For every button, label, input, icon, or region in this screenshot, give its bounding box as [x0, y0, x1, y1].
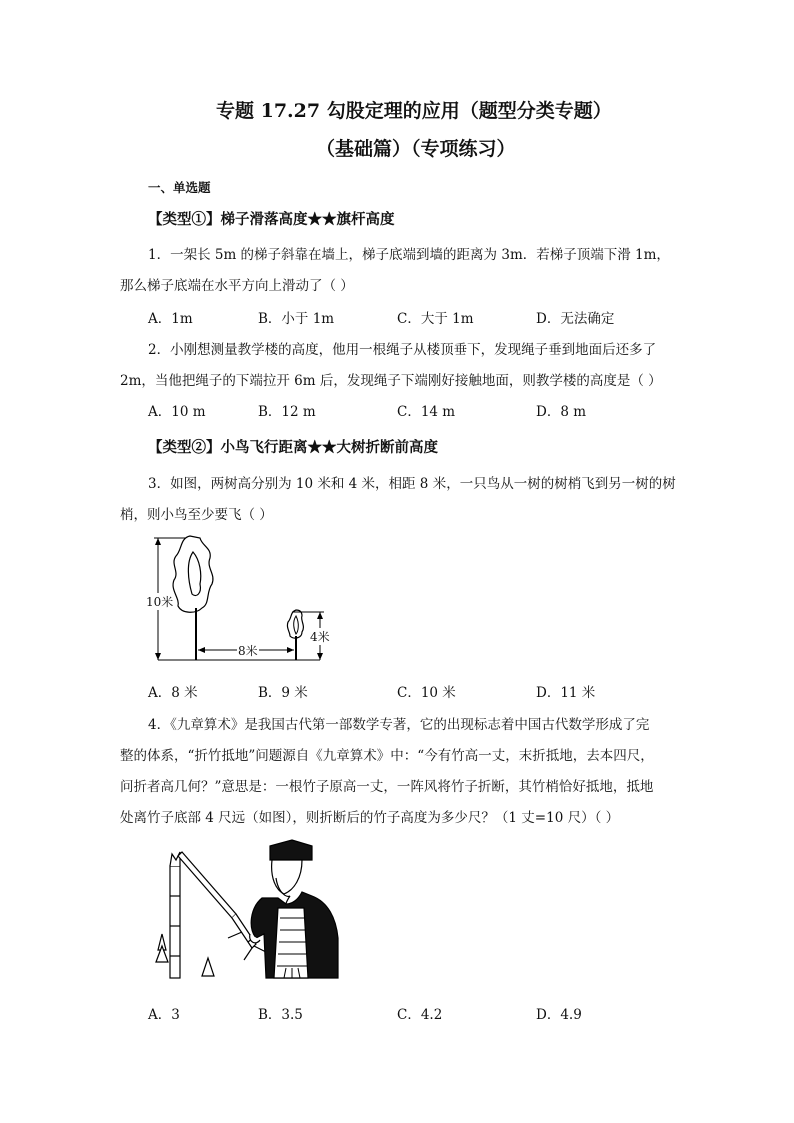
q3-text-line1: 3．如图，两树高分别为 10 米和 4 米，相距 8 米，一只鸟从一树的树梢飞到另一树的树 [148, 476, 676, 492]
section-heading: 一、单选题 [148, 180, 211, 195]
q4-option-a[interactable]: A．3 [148, 1007, 180, 1023]
q1-option-d[interactable]: D．无法确定 [536, 311, 615, 327]
tall-tree-icon [173, 536, 213, 660]
scholar-icon [250, 840, 338, 978]
q4-text-line3: 问折者高几何？”意思是：一根竹子原高一丈，一阵风将竹子折断，其竹梢恰好抵地，抵地 [120, 779, 654, 795]
short-tree-label: 4米 [310, 630, 330, 644]
page-subtitle: （基础篇）（专项练习） [316, 138, 516, 160]
tall-tree-label: 10米 [146, 595, 174, 609]
q2-option-a[interactable]: A．10 m [148, 404, 206, 420]
q1-text-line1: 1．一架长 5m 的梯子斜靠在墙上，梯子底端到墙的距离为 3m．若梯子顶端下滑 1m， [148, 247, 670, 263]
q4-bamboo-figure [152, 838, 342, 988]
q4-option-c[interactable]: C．4.2 [397, 1007, 443, 1023]
q1-option-a[interactable]: A．1m [148, 311, 193, 327]
q4-text-line2: 整的体系，“折竹抵地”问题源自《九章算术》中：“今有竹高一丈，末折抵地，去本四尺， [120, 748, 654, 764]
page-title: 专题 17.27 勾股定理的应用（题型分类专题） [216, 100, 612, 122]
q4-text-line4: 处离竹子底部 4 尺远（如图），则折断后的竹子高度为多少尺？（1 丈=10 尺）（ ） [120, 810, 620, 826]
q4-option-b[interactable]: B．3.5 [258, 1007, 303, 1023]
q3-option-c[interactable]: C．10 米 [397, 685, 456, 701]
q4-option-d[interactable]: D．4.9 [536, 1007, 582, 1023]
type1-header: 【类型①】梯子滑落高度★★旗杆高度 [148, 211, 395, 228]
q3-option-a[interactable]: A．8 米 [148, 685, 198, 701]
q1-text-line2: 那么梯子底端在水平方向上滑动了（ ） [120, 278, 354, 294]
q3-option-d[interactable]: D．11 米 [536, 685, 596, 701]
q2-option-d[interactable]: D．8 m [536, 404, 587, 420]
q1-option-b[interactable]: B．小于 1m [258, 311, 335, 327]
type2-header: 【类型②】小鸟飞行距离★★大树折断前高度 [148, 439, 438, 456]
short-tree-icon [287, 610, 303, 660]
q2-text-line2: 2m，当他把绳子的下端拉开 6m 后，发现绳子下端刚好接触地面，则教学楼的高度是（ ） [120, 373, 662, 389]
q3-option-b[interactable]: B．9 米 [258, 685, 308, 701]
q2-option-b[interactable]: B．12 m [258, 404, 316, 420]
q1-option-c[interactable]: C．大于 1m [397, 311, 474, 327]
q4-text-line1: 4．《九章算术》是我国古代第一部数学专著，它的出现标志着中国古代数学形成了完 [148, 717, 650, 733]
q2-text-line1: 2．小刚想测量教学楼的高度，他用一根绳子从楼顶垂下，发现绳子垂到地面后还多了 [148, 342, 657, 358]
distance-label: 8米 [238, 644, 258, 658]
bamboo-icon [156, 852, 266, 978]
q2-option-c[interactable]: C．14 m [397, 404, 456, 420]
q3-text-line2: 梢，则小鸟至少要飞（ ） [120, 507, 273, 523]
